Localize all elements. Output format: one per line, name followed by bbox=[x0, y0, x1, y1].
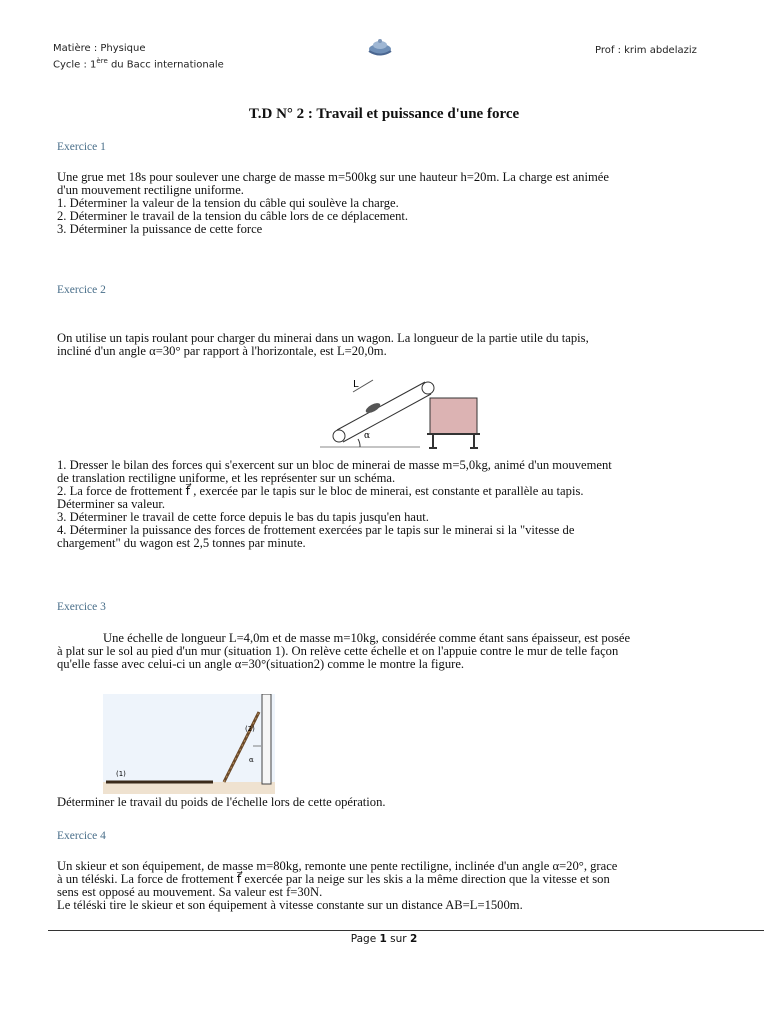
ex2-intro-line: incliné d'un angle α=30° par rapport à l'horizontale, est L=20,0m. bbox=[57, 344, 387, 358]
footer-divider bbox=[48, 930, 764, 931]
ex3-intro-line: à plat sur le sol au pied d'un mur (situation 1). On relève cette échelle et on l'appuie contre le mur de telle façon bbox=[57, 644, 619, 658]
ex2-question-line: 4. Déterminer la puissance des forces de frottement exercées par le tapis sur le minerai si la "vitesse de bbox=[57, 523, 575, 537]
footer-middle: sur bbox=[386, 933, 410, 945]
exercise-2-questions bbox=[57, 459, 717, 550]
ex4-line: Un skieur et son équipement, de masse m=80kg, remonte une pente rectiligne, inclinée d'un angle α=20°, grace bbox=[57, 859, 618, 873]
ex1-line: 3. Déterminer la puissance de cette force bbox=[57, 222, 263, 236]
ex1-line: d'un mouvement rectiligne uniforme. bbox=[57, 183, 244, 197]
ex2-question-line: 3. Déterminer le travail de cette force depuis le bas du tapis jusqu'en haut. bbox=[57, 510, 429, 524]
exercise-2-intro bbox=[57, 332, 717, 358]
ex4-line: sens est opposé au mouvement. Sa valeur est f=30N. bbox=[57, 885, 323, 899]
exercise-1-text bbox=[57, 171, 717, 236]
exercise-3-question bbox=[57, 796, 717, 809]
cycle-prefix: Cycle : 1 bbox=[53, 59, 97, 71]
exercise-3-heading: Exercice 3 bbox=[57, 601, 106, 613]
footer-current-page: 1 bbox=[379, 933, 387, 945]
page-title: T.D N° 2 : Travail et puissance d'une force bbox=[248, 106, 520, 122]
angle-alpha-label: α bbox=[249, 756, 254, 764]
school-logo-icon bbox=[364, 36, 396, 62]
conveyor-figure bbox=[315, 372, 485, 454]
ex3-question-line: Déterminer le travail du poids de l'échelle lors de cette opération. bbox=[57, 795, 386, 809]
ex2-question-line: chargement" du wagon est 2,5 tonnes par minute. bbox=[57, 536, 306, 550]
ex4-line: Le téléski tire le skieur et son équipement à vitesse constante sur un distance AB=L=1500m. bbox=[57, 898, 523, 912]
footer-prefix: Page bbox=[350, 933, 380, 945]
ex1-line: 1. Déterminer la valeur de la tension du câble qui soulève la charge. bbox=[57, 196, 399, 210]
cycle-sup: ère bbox=[96, 57, 108, 65]
ex2-question-line: Déterminer sa valeur. bbox=[57, 497, 166, 511]
exercise-2-heading: Exercice 2 bbox=[57, 284, 106, 296]
cycle-suffix: du Bacc internationale bbox=[107, 59, 224, 71]
ex2-question-line: 2. La force de frottement f⃗ , exercée par le tapis sur le bloc de minerai, est constante et parallèle au tapis. bbox=[57, 484, 584, 498]
ex4-line: à un téléski. La force de frottement f⃗ exercée par la neige sur les skis a la même direction que la vitesse et son bbox=[57, 872, 610, 886]
ex1-line: 2. Déterminer le travail de la tension du câble lors de ce déplacement. bbox=[57, 209, 409, 223]
ex3-intro-line: Une échelle de longueur L=4,0m et de masse m=10kg, considérée comme étant sans épaisseur, est posée bbox=[103, 631, 631, 645]
page-footer bbox=[0, 933, 768, 945]
ex3-intro-line: qu'elle fasse avec celui-ci un angle α=30°(situation2) comme le montre la figure. bbox=[57, 657, 465, 671]
exercise-1-heading: Exercice 1 bbox=[57, 141, 106, 153]
ladder-figure bbox=[103, 694, 275, 794]
ex2-question-line: de translation rectiligne uniforme, et les représenter sur un schéma. bbox=[57, 471, 396, 485]
subject-label: Matière : Physique bbox=[53, 43, 146, 54]
ex2-question-line: 1. Dresser le bilan des forces qui s'exercent sur un bloc de minerai de masse m=5,0kg, animé d'un mouvement bbox=[57, 458, 612, 472]
angle-alpha-label: α bbox=[364, 431, 371, 441]
exercise-4-text bbox=[57, 860, 717, 912]
exercise-4-heading: Exercice 4 bbox=[57, 830, 106, 842]
length-L-label: L bbox=[353, 379, 359, 390]
situation-1-label: (1) bbox=[116, 770, 126, 778]
exercise-3-intro bbox=[57, 632, 717, 671]
footer-total-pages: 2 bbox=[409, 933, 418, 945]
situation-2-label: (2) bbox=[245, 725, 255, 733]
ex1-line: Une grue met 18s pour soulever une charge de masse m=500kg sur une hauteur h=20m. La charge est animée bbox=[57, 170, 609, 184]
teacher-label: Prof : krim abdelaziz bbox=[595, 45, 697, 56]
ex2-intro-line: On utilise un tapis roulant pour charger du minerai dans un wagon. La longueur de la partie utile du tapis, bbox=[57, 331, 589, 345]
cycle-label bbox=[53, 57, 224, 70]
